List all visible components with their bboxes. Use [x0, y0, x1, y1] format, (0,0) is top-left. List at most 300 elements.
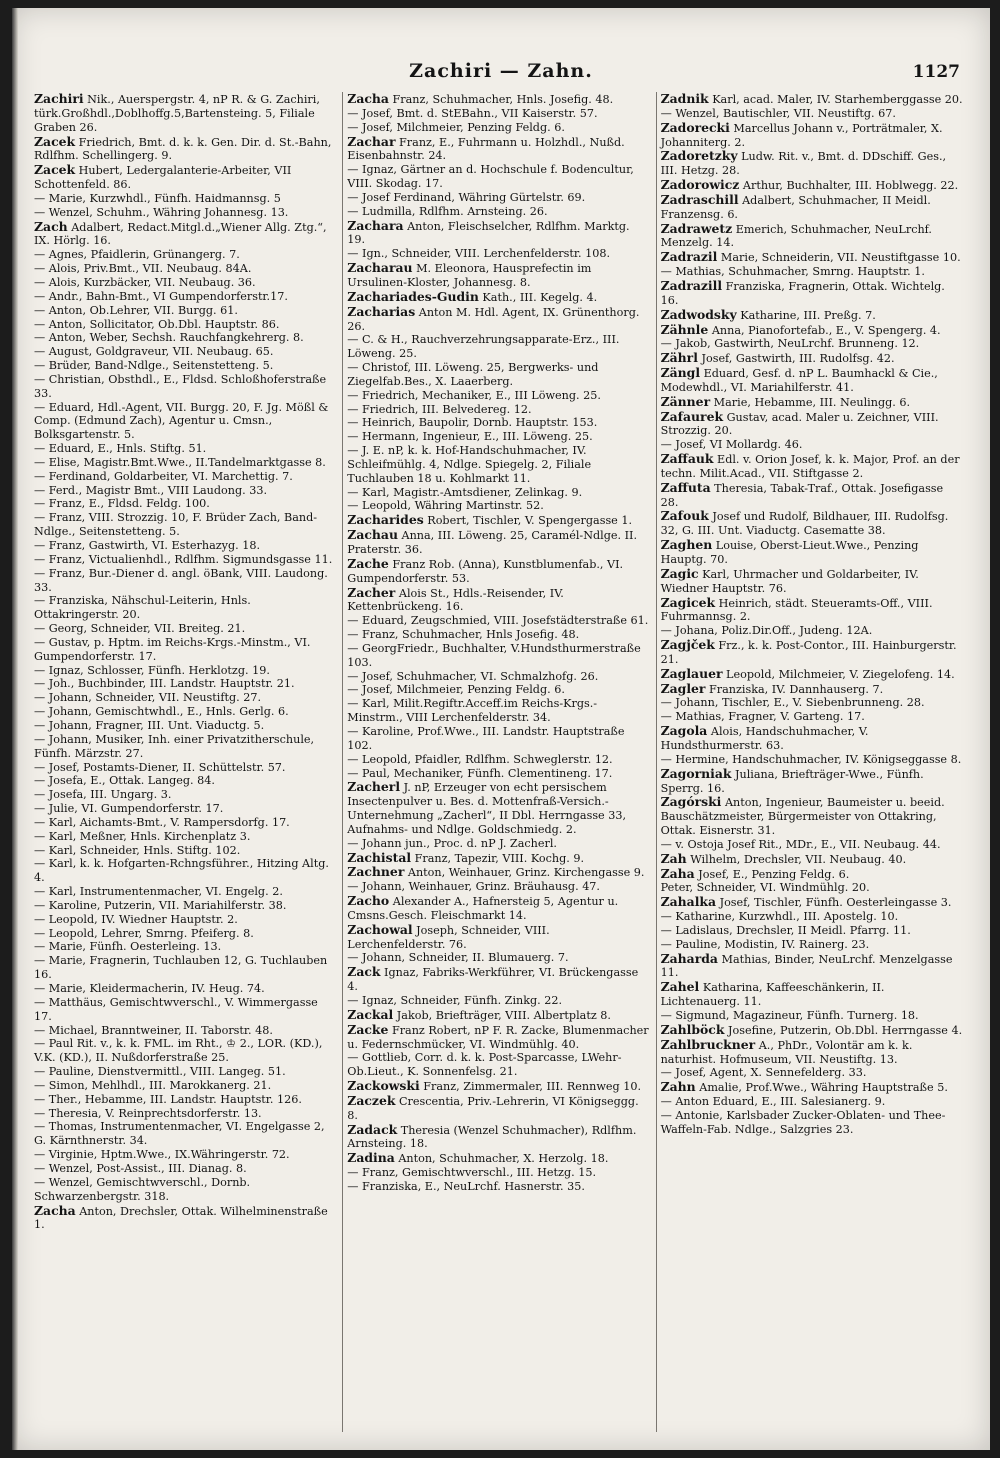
directory-entry: [347, 121, 649, 135]
entry-surname: Zahel: [660, 979, 700, 995]
directory-entry: [661, 1038, 964, 1067]
entry-text: — Josef, Agent, X. Sennefelderg. 33.: [660, 1066, 867, 1080]
entry-surname: Zagorniak: [660, 765, 732, 781]
entry-surname: Zah: [660, 850, 687, 866]
entry-text: Juliana, Briefträger-Wwe., Fünfh. Sperrg. 16.: [660, 767, 924, 795]
directory-entry: [34, 373, 336, 401]
directory-entry: [347, 923, 649, 952]
directory-entry: [34, 664, 336, 678]
directory-entry: [347, 191, 649, 205]
entry-surname: Zadina: [347, 1150, 395, 1166]
entry-surname: Zadorecki: [660, 119, 730, 135]
directory-entry: [34, 567, 336, 595]
directory-entry: [34, 1107, 336, 1121]
directory-entry: [661, 279, 964, 308]
entry-text: — Ignaz, Schneider, Fünfh. Zinkg. 22.: [347, 994, 563, 1007]
entry-text: Franz, E., Fuhrmann u. Holzhdl., Nußd. Eisenbahnstr. 24.: [347, 135, 625, 163]
directory-entry: [34, 774, 336, 788]
entry-text: — Simon, Mehlhdl., III. Marokkanerg. 21.: [34, 1078, 272, 1092]
directory-entry: [347, 416, 649, 430]
entry-text: Eduard, Gesf. d. nP L. Baumhackl & Cie., Modewhdl., VI. Mariahilferstr. 41.: [660, 367, 938, 394]
directory-entry: [661, 696, 964, 710]
entry-surname: Zachau: [347, 527, 398, 543]
entry-text: Anna, III. Löweng. 25, Caramél-Ndlge. II. Praterstr. 36.: [347, 529, 638, 556]
entry-text: Franziska, Fragnerin, Ottak. Wichtelg. 16.: [660, 279, 945, 307]
entry-text: — Johann, Gemischtwhdl., E., Hnls. Gerlg. 6.: [34, 705, 289, 719]
entry-text: Nik., Auerspergstr. 4, nP R. & G. Zachiri, türk.Großhdl.,Doblhoffg.5,Bartensteing. 5, Filiale Graben 26.: [34, 93, 320, 134]
directory-entry: [34, 1176, 336, 1204]
entry-text: — Franz, Gemischtwverschl., III. Hetzg. 15.: [347, 1166, 597, 1180]
directory-entry: [347, 642, 649, 670]
entry-surname: Zafouk: [660, 508, 709, 524]
directory-entry: [347, 1094, 649, 1123]
directory-entry: [347, 965, 649, 994]
directory-entry: [661, 895, 964, 910]
directory-entry: [34, 553, 336, 567]
entry-surname: Zaharda: [660, 950, 718, 966]
directory-entry: [34, 802, 336, 816]
entry-text: — Karl, Magistr.-Amtsdiener, Zelinkag. 9.: [347, 485, 583, 499]
directory-entry: [34, 206, 336, 220]
entry-text: — Wenzel, Bautischler, VII. Neustiftg. 67.: [660, 106, 896, 120]
entry-text: — Mathias, Schuhmacher, Smrng. Hauptstr. 1.: [660, 265, 925, 279]
entry-text: — Jakob, Gastwirth, NeuLrchf. Brunneng. 12.: [660, 337, 920, 351]
directory-entry: [347, 880, 649, 894]
entry-text: — Anton, Ob.Lehrer, VII. Burgg. 61.: [34, 303, 238, 317]
entry-text: — Wenzel, Post-Assist., III. Dianag. 8.: [34, 1161, 247, 1175]
entry-text: — Ferd., Magistr Bmt., VIII Laudong. 33.: [34, 483, 268, 497]
entry-text: — Alois, Kurzbäcker, VII. Neubaug. 36.: [34, 275, 256, 289]
entry-text: — Johann, Schneider, II. Blumauerg. 7.: [347, 951, 569, 965]
entry-text: — Pauline, Dienstvermittl., VIII. Langeg. 51.: [34, 1065, 286, 1079]
directory-entry: [347, 628, 649, 642]
entry-text: Alexander A., Hafnersteig 5, Agentur u. Cmsns.Gesch. Fleischmarkt 14.: [347, 895, 619, 922]
directory-entry: [34, 1204, 336, 1233]
entry-surname: Zadorowicz: [660, 177, 740, 193]
entry-text: — Christof, III. Löweng. 25, Bergwerks- und Ziegelfab.Bes., X. Laaerberg.: [347, 361, 599, 388]
directory-entry: [661, 767, 964, 796]
entry-text: Marie, Hebamme, III. Neulingg. 6.: [710, 395, 911, 409]
entry-text: Alois St., Hdls.-Reisender, IV. Kettenbrückeng. 16.: [347, 586, 564, 614]
directory-entry: [34, 484, 336, 498]
entry-text: — Karl, Schneider, Hnls. Stiftg. 102.: [34, 843, 241, 857]
directory-entry: [34, 135, 336, 164]
directory-entry: [661, 1080, 964, 1095]
directory-entry: [661, 178, 964, 193]
directory-entry: [347, 444, 649, 486]
entry-text: — Anton, Sollicitator, Ob.Dbl. Hauptstr. 86.: [34, 317, 280, 331]
directory-entry: [347, 107, 649, 121]
directory-entry: [34, 899, 336, 913]
directory-entry: [34, 885, 336, 899]
directory-entry: [34, 442, 336, 456]
entry-surname: Zadrazill: [660, 277, 723, 293]
entry-surname: Zaffuta: [660, 479, 711, 495]
entry-text: — Georg, Schneider, VII. Breiteg. 21.: [34, 622, 246, 636]
entry-text: — Paul Rit. v., k. k. FML. im Rht., ♔ 2., LOR. (KD.), V.K. (KD.), II. Nußdorferstraße 25.: [34, 1037, 323, 1065]
entry-text: — Josef, Schuhmacher, VI. Schmalzhofg. 26.: [347, 669, 599, 683]
entry-text: Karl, Uhrmacher und Goldarbeiter, IV. Wiedner Hauptstr. 76.: [660, 567, 919, 595]
entry-text: — Franziska, Nähschul-Leiterin, Hnls. Ottakringerstr. 20.: [34, 594, 251, 622]
directory-entry: [661, 795, 964, 838]
entry-text: Anton M. Hdl. Agent, IX. Grünenthorg. 26.: [347, 305, 640, 333]
directory-entry: [34, 982, 336, 996]
entry-surname: Zafaurek: [660, 408, 724, 424]
directory-entry: [34, 511, 336, 539]
entry-text: — Johann, Musiker, Inh. einer Privatzitherschule, Fünfh. Märzstr. 27.: [34, 732, 315, 760]
entry-text: — Gottlieb, Corr. d. k. k. Post-Sparcasse, LWehr-Ob.Lieut., K. Sonnenfelsg. 21.: [347, 1051, 622, 1079]
directory-entry: [347, 1151, 649, 1166]
entry-text: Josef, Gastwirth, III. Rudolfsg. 42.: [697, 352, 895, 366]
directory-entry: [34, 470, 336, 484]
column-middle: [343, 92, 656, 1432]
entry-text: Ludw. Rit. v., Bmt. d. DDschiff. Ges., III. Hetzg. 28.: [660, 150, 947, 178]
entry-surname: Zachowal: [347, 921, 413, 937]
entry-text: — Katharine, Kurzwhdl., III. Apostelg. 10.: [660, 910, 899, 924]
directory-entry: [347, 333, 649, 361]
entry-text: — Johann, Weinhauer, Grinz. Bräuhausg. 47.: [347, 880, 600, 894]
entry-text: Josef, Tischler, Fünfh. Oesterleingasse 3.: [716, 896, 952, 910]
entry-surname: Zackal: [347, 1006, 394, 1022]
directory-entry: [661, 92, 964, 107]
directory-entry: [34, 318, 336, 332]
entry-text: — Brüder, Band-Ndlge., Seitenstetteng. 5.: [34, 359, 274, 373]
entry-text: Franziska, IV. Dannhauserg. 7.: [705, 682, 884, 696]
entry-surname: Zaglauer: [660, 665, 723, 681]
entry-text: — Franz, Schuhmacher, Hnls Josefig. 48.: [347, 628, 580, 642]
directory-entry: [661, 682, 964, 697]
entry-text: — Karl, k. k. Hofgarten-Rchngsführer., Hitzing Altg. 4.: [34, 857, 329, 885]
directory-entry: [661, 149, 964, 178]
entry-text: — Paul, Mechaniker, Fünfh. Clementineng. 17.: [347, 766, 613, 780]
directory-entry: [347, 305, 649, 334]
entry-surname: Zadoretzky: [660, 148, 738, 164]
directory-entry: [347, 486, 649, 500]
entry-text: Arthur, Buchhalter, III. Hoblwegg. 22.: [739, 179, 959, 193]
page-header: [12, 60, 990, 88]
entry-text: — Matthäus, Gemischtwverschl., V. Wimmergasse 17.: [34, 995, 318, 1023]
entry-text: — Heinrich, Baupolir, Dornb. Hauptstr. 153.: [347, 416, 598, 430]
directory-entry: [34, 456, 336, 470]
directory-entry: [34, 996, 336, 1024]
entry-text: — Karoline, Putzerin, VII. Mariahilferstr. 38.: [34, 898, 287, 912]
entry-text: Anton, Weinhauer, Grinz. Kirchengasse 9.: [404, 866, 645, 880]
directory-entry: [34, 290, 336, 304]
entry-surname: Zagjček: [660, 637, 715, 653]
entry-text: Wilhelm, Drechsler, VII. Neubaug. 40.: [686, 852, 907, 866]
entry-text: — Franz, Gastwirth, VI. Esterhazyg. 18.: [34, 539, 261, 552]
entry-surname: Zacha: [34, 1202, 76, 1218]
directory-entry: [661, 624, 964, 638]
entry-text: Emerich, Schuhmacher, NeuLrchf. Menzelg. 14.: [660, 222, 932, 250]
directory-entry: [34, 691, 336, 705]
entry-text: — Johann, Tischler, E., V. Siebenbrunneng. 28.: [660, 696, 925, 710]
entry-surname: Zacek: [34, 162, 76, 178]
entry-text: — Ther., Hebamme, III. Landstr. Hauptstr. 126.: [34, 1092, 302, 1106]
entry-text: — Sigmund, Magazineur, Fünfh. Turnerg. 18.: [660, 1009, 919, 1022]
entry-text: — Agnes, Pfaidlerin, Grünangerg. 7.: [34, 248, 240, 262]
entry-text: — Ignaz, Schlosser, Fünfh. Herklotzg. 19.: [34, 663, 270, 677]
entry-surname: Zadrawetz: [660, 220, 733, 236]
directory-entry: [347, 135, 649, 164]
entry-text: Louise, Oberst-Lieut.Wwe., Penzing Hauptg. 70.: [660, 539, 919, 566]
entry-text: — Johann, Fragner, III. Unt. Viaductg. 5.: [34, 718, 265, 732]
entry-text: — Friedrich, Mechaniker, E., III Löweng. 25.: [347, 388, 601, 402]
directory-entry: [34, 304, 336, 318]
directory-entry: [347, 586, 649, 615]
entry-surname: Zadrazil: [660, 249, 718, 265]
directory-entry: [347, 1008, 649, 1023]
entry-surname: Zacharau: [347, 260, 413, 276]
entry-text: — Wenzel, Schuhm., Währing Johannesg. 13.: [34, 205, 289, 219]
directory-entry: [34, 927, 336, 941]
directory-entry: [661, 980, 964, 1009]
directory-entry: [661, 910, 964, 924]
entry-text: Frz., k. k. Post-Contor., III. Hainburgerstr. 21.: [660, 639, 957, 666]
entry-text: Crescentia, Priv.-Lehrerin, VI Königseggg. 8.: [347, 1094, 639, 1122]
directory-entry: [34, 92, 336, 135]
directory-entry: [347, 1180, 649, 1194]
entry-surname: Zadnik: [660, 92, 709, 106]
entry-text: — Marie, Fragnerin, Tuchlauben 12, G. Tuchlauben 16.: [34, 954, 328, 982]
directory-entry: [34, 830, 336, 844]
directory-entry: [347, 614, 649, 628]
entry-text: — Franziska, E., NeuLrchf. Hasnerstr. 35.: [347, 1179, 585, 1193]
entry-surname: Zackowski: [347, 1078, 420, 1094]
entry-text: Friedrich, Bmt. d. k. k. Gen. Dir. d. St.-Bahn, Rdlfhm. Schellingerg. 9.: [34, 135, 332, 163]
directory-entry: [34, 248, 336, 262]
entry-text: — Karl, Meßner, Hnls. Kirchenplatz 3.: [34, 829, 251, 843]
entry-text: — Julie, VI. Gumpendorferstr. 17.: [34, 802, 224, 816]
directory-entry: [347, 767, 649, 781]
entry-text: — C. & H., Rauchverzehrungsapparate-Erz., III. Löweng. 25.: [347, 333, 620, 361]
entry-text: — Ladislaus, Drechsler, II Meidl. Pfarrg. 11.: [660, 923, 911, 937]
directory-entry: [661, 1023, 964, 1038]
directory-entry: [34, 401, 336, 443]
directory-entry: [661, 509, 964, 538]
entry-text: — Leopold, IV. Wiedner Hauptstr. 2.: [34, 912, 238, 926]
directory-entry: [661, 395, 964, 410]
directory-entry: [34, 345, 336, 359]
entry-text: — v. Ostoja Josef Rit., MDr., E., VII. Neubaug. 44.: [660, 837, 941, 851]
entry-text: Franz Robert, nP F. R. Zacke, Blumenmacher u. Federnschmücker, VI. Windmühlg. 40.: [347, 1023, 649, 1051]
directory-entry: [34, 262, 336, 276]
entry-text: — Josef, Milchmeier, Penzing Feldg. 6.: [347, 683, 565, 697]
entry-text: — Gustav, p. Hptm. im Reichs-Krgs.-Minstm., VI. Gumpendorferstr. 17.: [34, 635, 311, 663]
entry-surname: Zacherl: [347, 779, 401, 795]
entry-text: — Marie, Kurzwhdl., Fünfh. Haidmannsg. 5: [34, 191, 281, 205]
entry-text: — Andr., Bahn-Bmt., VI Gumpendorferstr.17.: [34, 289, 288, 303]
entry-surname: Zacharides: [347, 512, 424, 528]
directory-entry: [34, 276, 336, 290]
entry-surname: Zacha: [347, 92, 389, 106]
directory-entry: [347, 865, 649, 880]
directory-entry: [34, 331, 336, 345]
entry-text: J. nP, Erzeuger von echt persischem Insectenpulver u. Bes. d. Mottenfraß-Versich.-Unternehmung „Zacherl“, II Dbl. Herrngasse 33, Aufnahms- und Ndlge. Goldschmiedg. 2.: [347, 781, 627, 836]
entry-text: — Pauline, Modistin, IV. Rainerg. 23.: [660, 937, 870, 951]
directory-entry: [34, 733, 336, 761]
directory-entry: [661, 250, 964, 265]
entry-text: — Franz, Bur.-Diener d. angl. öBank, VIII. Laudong. 33.: [34, 566, 328, 594]
directory-entry: [347, 163, 649, 191]
entry-text: — Karoline, Prof.Wwe., III. Landstr. Hauptstraße 102.: [347, 724, 625, 752]
directory-entry: [347, 247, 649, 261]
column-right: [657, 92, 970, 1432]
entry-surname: Zachar: [347, 133, 396, 149]
entry-text: — Franz, Victualienhdl., Rdlfhm. Sigmundsgasse 11.: [34, 552, 333, 566]
directory-entry: [347, 361, 649, 389]
directory-entry: [34, 192, 336, 206]
entry-text: — Franz, E., Fldsd. Feldg. 100.: [34, 497, 210, 511]
entry-text: Jakob, Briefträger, VIII. Albertplatz 8.: [393, 1008, 611, 1022]
entry-text: Theresia, Tabak-Traf., Ottak. Josefigasse 28.: [660, 481, 944, 509]
entry-text: — Anton Eduard, E., III. Salesianerg. 9.: [660, 1095, 886, 1109]
entry-text: — GeorgFriedr., Buchhalter, V.Hundsthurmerstraße 103.: [347, 641, 641, 669]
directory-entry: [661, 481, 964, 510]
entry-text: — Josef, Postamts-Diener, II. Schüttelstr. 57.: [34, 760, 286, 774]
directory-entry: [661, 538, 964, 567]
directory-entry: [661, 222, 964, 251]
entry-text: Amalie, Prof.Wwe., Währing Hauptstraße 5.: [695, 1081, 948, 1095]
directory-entry: [34, 1079, 336, 1093]
directory-entry: [661, 1095, 964, 1109]
entry-text: Josef, E., Penzing Feldg. 6.: [694, 867, 850, 881]
entry-text: Robert, Tischler, V. Spengergasse 1.: [423, 514, 633, 528]
directory-entry: [347, 951, 649, 965]
directory-entry: [661, 438, 964, 452]
directory-entry: [347, 780, 649, 836]
entry-text: Joseph, Schneider, VIII. Lerchenfelderstr. 76.: [347, 923, 550, 951]
entry-text: — Hermann, Ingenieur, E., III. Löweng. 25.: [347, 430, 593, 444]
directory-entry: [347, 219, 649, 248]
directory-entry: [661, 1009, 964, 1023]
entry-surname: Zachner: [347, 864, 405, 880]
entry-surname: Zache: [347, 555, 389, 571]
directory-entry: [661, 308, 964, 323]
directory-entry: [661, 638, 964, 667]
directory-entry: [347, 403, 649, 417]
directory-entry: [34, 677, 336, 691]
entry-surname: Zachistal: [347, 849, 412, 865]
directory-entry: [347, 290, 649, 305]
entry-text: — Karl, Milit.Regiftr.Acceff.im Reichs-Krgs.-Minstrm., VIII Lerchenfelderstr. 34.: [347, 697, 598, 725]
directory-entry: [347, 1166, 649, 1180]
directory-columns: [30, 92, 970, 1432]
entry-surname: Zagórski: [660, 794, 722, 810]
directory-entry: [347, 528, 649, 557]
entry-text: Franz Rob. (Anna), Kunstblumenfab., VI. Gumpendorferstr. 53.: [347, 557, 624, 585]
entry-text: — Elise, Magistr.Bmt.Wwe., II.Tandelmarktgasse 8.: [34, 455, 326, 469]
entry-surname: Zadack: [347, 1121, 398, 1137]
entry-text: — Eduard, E., Hnls. Stiftg. 51.: [34, 442, 207, 456]
directory-entry: [34, 1024, 336, 1038]
column-left: [30, 92, 343, 1432]
directory-entry: [34, 539, 336, 553]
entry-text: — J. E. nP, k. k. Hof-Handschuhmacher, IV. Schleifmühlg. 4, Ndlge. Spiegelg. 2, Filiale Tuchlauben 18 u. Kohlmarkt 11.: [347, 444, 592, 485]
entry-text: Adalbert, Redact.Mitgl.d.„Wiener Allg. Ztg.“, IX. Hörlg. 16.: [34, 220, 327, 248]
directory-entry: [661, 366, 964, 395]
entry-text: Josefine, Putzerin, Ob.Dbl. Herrngasse 4.: [724, 1023, 963, 1037]
entry-text: Marcellus Johann v., Porträtmaler, X. Johanniterg. 2.: [660, 121, 943, 149]
directory-entry: [34, 636, 336, 664]
entry-surname: Zacek: [34, 133, 76, 149]
entry-text: Marie, Schneiderin, VII. Neustiftgasse 10.: [717, 251, 961, 265]
entry-text: — Ludmilla, Rdlfhm. Arnsteing. 26.: [347, 204, 548, 218]
entry-surname: Zagler: [660, 680, 706, 696]
entry-surname: Zacke: [347, 1021, 389, 1037]
directory-page: [12, 8, 990, 1450]
entry-text: Gustav, acad. Maler u. Zeichner, VIII. Strozzig. 20.: [660, 410, 939, 438]
directory-entry: [661, 567, 964, 596]
entry-text: — Hermine, Handschuhmacher, IV. Königseggasse 8.: [660, 752, 962, 766]
entry-surname: Zaffauk: [660, 451, 714, 467]
directory-entry: [347, 725, 649, 753]
directory-entry: [347, 894, 649, 923]
entry-surname: Zaha: [660, 865, 695, 881]
directory-entry: [661, 596, 964, 625]
directory-entry: [661, 337, 964, 351]
entry-surname: Zänner: [660, 393, 711, 409]
entry-text: — Franz, VIII. Strozzig. 10, F. Brüder Zach, Band-Ndlge., Seitenstetteng. 5.: [34, 511, 318, 539]
directory-entry: [34, 1037, 336, 1065]
directory-entry: [347, 994, 649, 1008]
entry-text: — Mathias, Fragner, V. Garteng. 17.: [660, 710, 865, 724]
entry-text: Josef und Rudolf, Bildhauer, III. Rudolfsg. 32, G. III. Unt. Viaductg. Casematte 38.: [660, 510, 949, 538]
entry-text: — Eduard, Zeugschmied, VIII. Josefstädterstraße 61.: [347, 614, 649, 628]
directory-entry: [347, 1051, 649, 1079]
directory-entry: [661, 938, 964, 952]
entry-text: — Eduard, Hdl.-Agent, VII. Burgg. 20, F. Jg. Mößl & Comp. (Edmund Zach), Agentur u. Cmsn., Bolksgartenstr. 5.: [34, 400, 329, 442]
directory-entry: [661, 265, 964, 279]
entry-text: — Josef, Milchmeier, Penzing Feldg. 6.: [347, 120, 565, 134]
entry-surname: Zährl: [660, 350, 698, 366]
entry-surname: Zaczek: [347, 1092, 396, 1108]
directory-entry: [34, 622, 336, 636]
entry-text: Franz, Schuhmacher, Hnls. Josefig. 48.: [388, 93, 614, 106]
entry-text: — Josefa, E., Ottak. Langeg. 84.: [34, 774, 215, 788]
directory-entry: [661, 452, 964, 481]
directory-entry: [34, 497, 336, 511]
entry-text: — Karl, Aichamts-Bmt., V. Rampersdorfg. 17.: [34, 815, 290, 829]
entry-text: — Leopold, Währing Martinstr. 52.: [347, 499, 544, 513]
entry-surname: Zacharias: [347, 303, 416, 319]
entry-surname: Zahlbruckner: [660, 1036, 756, 1052]
directory-entry: [347, 683, 649, 697]
entry-surname: Zadraschill: [660, 191, 739, 207]
directory-entry: [661, 852, 964, 867]
directory-entry: [347, 1023, 649, 1052]
entry-text: — August, Goldgraveur, VII. Neubaug. 65.: [34, 345, 274, 359]
entry-text: — Karl, Instrumentenmacher, VI. Engelg. 2.: [34, 885, 283, 899]
entry-surname: Zachiri: [34, 92, 84, 106]
entry-text: — Thomas, Instrumentenmacher, VI. Engelgasse 2, G. Kärnthnerstr. 34.: [34, 1120, 325, 1148]
directory-entry: [661, 193, 964, 222]
directory-entry: [661, 724, 964, 753]
directory-entry: [34, 816, 336, 830]
directory-entry: [661, 1066, 964, 1080]
entry-text: — Christian, Obsthdl., E., Fldsd. Schloßhoferstraße 33.: [34, 372, 327, 400]
entry-surname: Zadwodsky: [660, 306, 737, 322]
entry-text: Karl, acad. Maler, IV. Starhemberggasse 20.: [708, 93, 963, 106]
entry-surname: Zagola: [660, 723, 708, 739]
directory-entry: [347, 670, 649, 684]
entry-text: — Ignaz, Gärtner an d. Hochschule f. Bodencultur, VIII. Skodag. 17.: [347, 163, 634, 191]
entry-surname: Zacho: [347, 893, 390, 909]
entry-text: — Johann, Schneider, VII. Neustiftg. 27.: [34, 691, 262, 705]
entry-text: Anton, Schuhmacher, X. Herzolg. 18.: [394, 1152, 609, 1166]
entry-text: A., PhDr., Volontär am k. k. naturhist. Hofmuseum, VII. Neustiftg. 13.: [660, 1038, 913, 1066]
directory-entry: [34, 1120, 336, 1148]
